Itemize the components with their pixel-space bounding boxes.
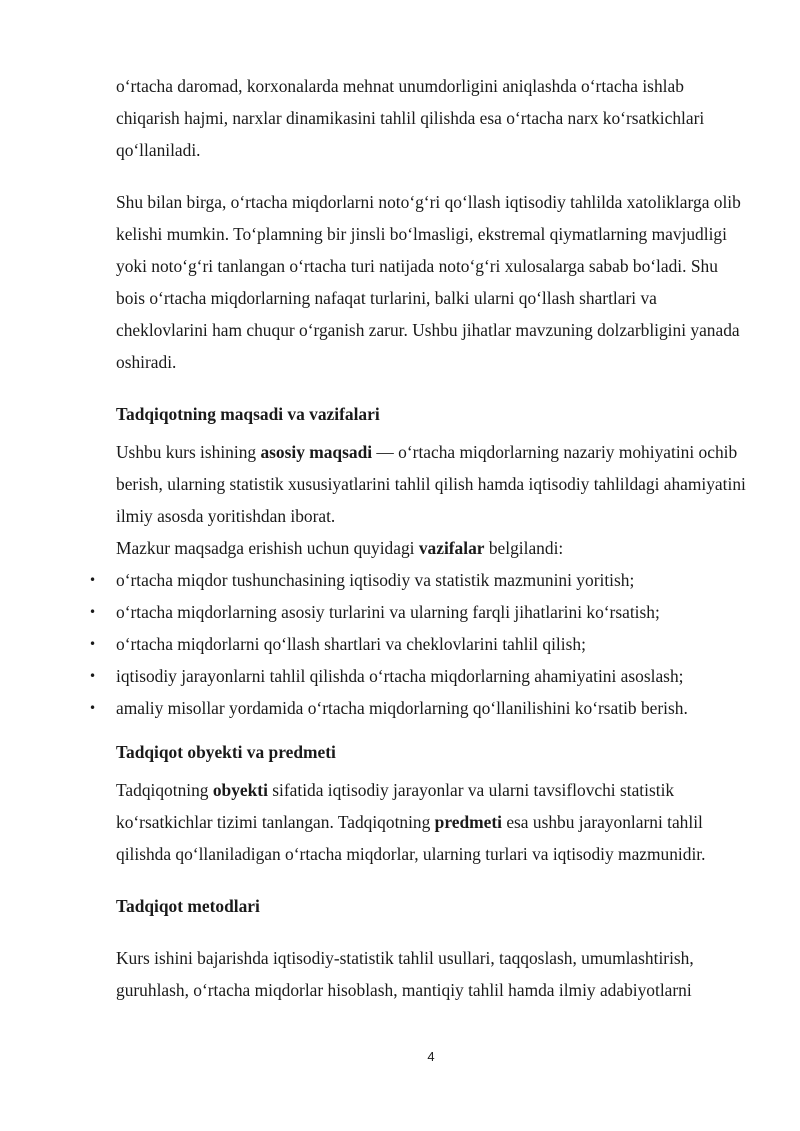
page-number: 4 — [427, 1049, 435, 1064]
list-item: • o‘rtacha miqdorlarning asosiy turlarini va ularning farqli jihatlarini ko‘rsatish; — [116, 596, 746, 628]
document-page — [116, 70, 746, 1006]
aim-paragraph — [116, 436, 746, 532]
tasks-bold: vazifalar — [418, 538, 485, 558]
object-paragraph — [116, 774, 746, 870]
list-item: • amaliy misollar yordamida o‘rtacha miqdorlarning qo‘llanilishini ko‘rsatib berish. — [116, 692, 746, 724]
object-bold: obyekti — [212, 780, 268, 800]
list-item: • o‘rtacha miqdorlarni qo‘llash shartlari va cheklovlarini tahlil qilish; — [116, 628, 746, 660]
tasks-rest: belgilandi: — [484, 538, 564, 558]
goals-heading: Tadqiqotning maqsadi va vazifalari — [116, 404, 380, 424]
aim-bold: asosiy maqsadi — [260, 442, 373, 462]
object-text-3: esa ushbu jarayonlarni tahlil qilishda qo‘llaniladigan o‘rtacha miqdorlar, ularning turlari va iqtisodiy mazmunidir. — [116, 812, 706, 864]
object-text-1: Tadqiqotning — [116, 780, 213, 800]
object-heading: Tadqiqot obyekti va predmeti — [116, 742, 336, 762]
methods-heading: Tadqiqot metodlari — [116, 896, 260, 916]
subject-bold: predmeti — [434, 812, 502, 832]
object-text-2: sifatida iqtisodiy jarayonlar va ularni tavsiflovchi statistik ko‘rsatkichlar tizimi tanlangan. Tadqiqotning — [116, 780, 675, 832]
intro-paragraph: o‘rtacha daromad, korxonalarda mehnat unumdorligini aniqlashda o‘rtacha ishlab chiqarish hajmi, narxlar dinamikasini tahlil qilishda esa o‘rtacha narx ko‘rsatkichlari qo‘llaniladi. — [116, 76, 705, 160]
aim-prefix: Ushbu kurs ishining — [116, 442, 261, 462]
tasks-intro — [116, 532, 746, 564]
tasks-prefix: Mazkur maqsadga erishish uchun quyidagi — [116, 538, 419, 558]
tasks-list — [116, 564, 746, 724]
list-item: • o‘rtacha miqdor tushunchasining iqtisodiy va statistik mazmunini yoritish; — [116, 564, 746, 596]
caution-paragraph: Shu bilan birga, o‘rtacha miqdorlarni noto‘g‘ri qo‘llash iqtisodiy tahlilda xatoliklarga olib kelishi mumkin. To‘plamning bir jinsli bo‘lmasligi, ekstremal qiymatlarning mavjudligi yoki noto‘g‘ri tanlangan o‘rtacha turi natijada noto‘g‘ri xulosalarga sabab bo‘ladi. Shu bois o‘rtacha miqdorlarning nafaqat turlarini, balki ularni qo‘llash shartlari va cheklovlarini ham chuqur o‘rganish zarur. Ushbu jihatlar mavzuning dolzarbligini yanada oshiradi. — [116, 192, 741, 372]
methods-paragraph: Kurs ishini bajarishda iqtisodiy-statistik tahlil usullari, taqqoslash, umumlashtirish, guruhlash, o‘rtacha miqdorlar hisoblash, mantiqiy tahlil hamda ilmiy adabiyotlarni — [116, 948, 694, 1000]
aim-rest: — o‘rtacha miqdorlarning nazariy mohiyatini ochib berish, ularning statistik xususiyatlarini tahlil qilish hamda iqtisodiy tahlildagi ahamiyatini ilmiy asosda yoritishdan iborat. — [116, 442, 746, 526]
list-item: • iqtisodiy jarayonlarni tahlil qilishda o‘rtacha miqdorlarning ahamiyatini asoslash; — [116, 660, 746, 692]
